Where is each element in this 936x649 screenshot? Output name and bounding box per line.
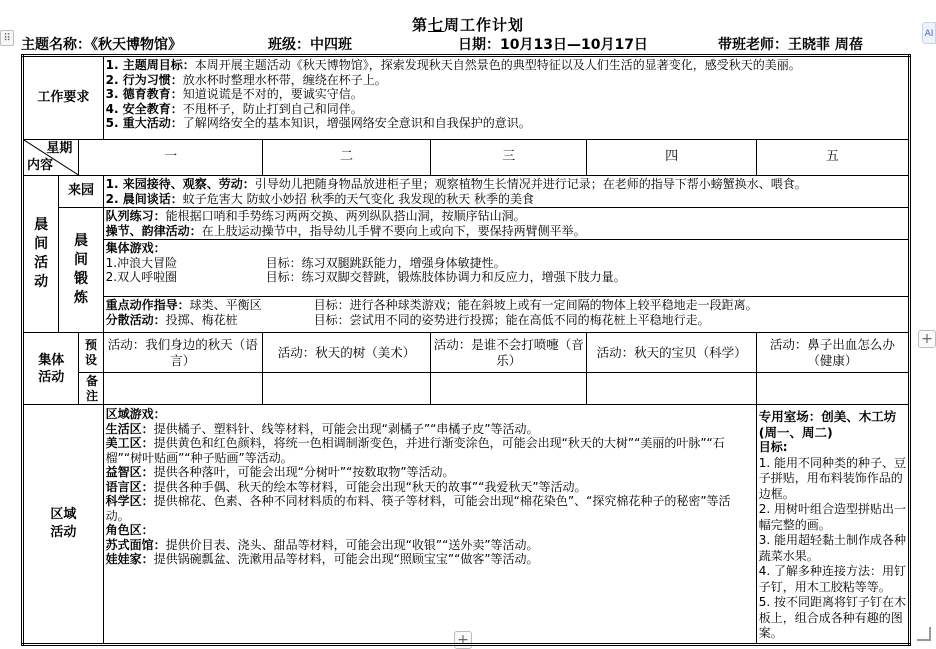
arrival-content[interactable]: 1. 来园接待、观察、劳动：引导幼儿把随身物品放进柜子里；观察植物生长情况并进行记录；在老师的指导下帮小螃蟹换水、喂食。 2. 晨间谈话：蚊子危害大 防蚊小妙招 秋季的天气变化 我发现的秋天 秋季的美食 [103,176,909,208]
area-activities-label: 区域活动 [23,405,104,645]
requirements-content[interactable] [103,56,909,140]
document-title [0,14,936,35]
class-name: 班级：中四班 [268,37,352,53]
requirement-item: 4. 安全教育：不甩杯子，防止打到自己和同伴。 [105,101,363,116]
note-monday[interactable] [103,373,262,405]
activity-friday[interactable]: 活动：鼻子出血怎么办（健康） [756,333,909,373]
weekly-plan-table [21,54,911,646]
activity-wednesday[interactable]: 活动：是谁不会打喷嚏（音乐） [431,333,587,373]
arrival-label: 来园 [59,176,103,208]
morning-exercise-label: 晨间锻炼 [59,208,103,333]
area-games-content[interactable]: 区域游戏： 生活区：提供橘子、塑料针、线等材料，可能会出现“剥橘子”“串橘子皮”等活动。 美工区：提供黄色和红色颜料，将统一色相调制渐变色，并进行渐变涂色，可能会出现“秋天的大树”“美丽的叶脉”“石榴”“树叶贴画”“种子贴画”等活动。 益智区：提供各种落叶，可能会出现“分树叶”“按数取物”等活动。 语言区：提供各种手偶、秋天的绘本等材料，可能会出现“秋天的故事”“我爱秋天”等活动。 科学区：提供棉花、色素、各种不同材料质的布料、筷子等材料，可能会出现“棉花染色”、“探究棉花种子的秘密”等活动。 角色区： 苏式面馆：提供价目表、浇头、甜品等材料，可能会出现“收银”“送外卖”等活动。 娃娃家：提供锅碗瓢盆、洗漱用品等材料，可能会出现“照顾宝宝”“做客”等活动。 [103,405,756,645]
activity-monday[interactable]: 活动：我们身边的秋天（语言） [103,333,262,373]
role-item: 娃娃家：提供锅碗瓢盆、洗漱用品等材料，可能会出现“照顾宝宝”“做客”等活动。 [105,552,539,566]
area-item: 科学区：提供棉花、色素、各种不同材料质的布料、筷子等材料，可能会出现“棉花染色”、“探究棉花种子的秘密”等活动。 [105,494,731,523]
ai-assistant-button[interactable]: AI [922,22,936,44]
theme-name: 主题名称：《秋天博物馆》 [21,37,182,53]
drag-handle-icon[interactable]: ⠿ [0,30,14,46]
requirements-label: 工作要求 [23,56,104,140]
requirement-item: 3. 德育教育：知道说谎是不对的，要诚实守信。 [105,87,363,101]
focus-scatter-content[interactable]: 重点动作指导：球类、平衡区 目标：进行各种球类游戏；能在斜坡上或有一定间隔的物体上较平稳地走一段距离。 分散活动：投掷、梅花桩 目标：尝试用不同的姿势进行投掷；能在高低不同的梅花桩上平稳地行走。 [103,297,909,333]
studio-content[interactable]: 专用室场：创美、木工坊(周一、周二) 目标: 1. 能用不同种类的种子、豆子拼贴，用布料装饰作品的边框。 2. 用树叶组合造型拼贴出一幅完整的画。 3. 能用超轻黏土制作成各种蔬菜水果。 4. 了解多种连接方法：用钉子钉，用木工胶粘等等。 5. 按不同距离将钉子钉在木板上，组合成各种有趣的图案。 [756,405,909,645]
note-label: 备注 [79,373,103,405]
day-friday: 五 [756,140,909,176]
week-header-label: 星期 [46,141,73,156]
requirement-item: 5. 重大活动：了解网络安全的基本知识，增强网络安全意识和自我保护的意识。 [105,116,531,130]
note-thursday[interactable] [587,373,756,405]
day-thursday: 四 [587,140,756,176]
area-item: 语言区：提供各种手偶、秋天的绘本等材料，可能会出现“秋天的故事”“我爱秋天”等活动。 [105,479,587,494]
activity-tuesday[interactable]: 活动：秋天的树（美术） [262,333,430,373]
add-column-button[interactable]: + [918,330,936,348]
area-item: 美工区：提供黄色和红色颜料，将统一色相调制渐变色，并进行渐变涂色，可能会出现“秋天的大树”“美丽的叶脉”“石榴”“树叶贴画”“种子贴画”等活动。 [105,436,725,465]
title-suffix: 周工作计划 [444,16,525,34]
drill-content[interactable]: 队列练习：能根据口哨和手势练习两两交换、两列纵队搭山洞，按顺序钻山洞。 操节、韵律活动：在上肢运动操节中，指导幼儿手臂不要向上或向下，要保持两臂侧平举。 [103,208,909,240]
resize-corner-icon[interactable] [917,627,931,641]
week-number: 七 [427,16,444,34]
header-diagonal-cell [23,140,79,176]
note-friday[interactable] [756,373,909,405]
teachers: 带班老师：王晓菲 周蓓 [718,37,863,53]
content-header-label: 内容 [27,157,54,173]
group-activities-label: 集体活动 [23,333,79,405]
day-wednesday: 三 [431,140,587,176]
note-tuesday[interactable] [262,373,430,405]
group-games-content[interactable]: 集体游戏： 1.冲浪大冒险 目标：练习双腿跳跃能力，增强身体敏捷性。 2.双人呼啦圈 目标：练习双脚交替跳，锻炼肢体协调力和反应力，增强下肢力量。 [103,240,909,297]
add-row-button[interactable]: + [454,631,472,649]
morning-activities-label: 晨间活动 [23,176,59,333]
requirement-item: 2. 行为习惯：放水杯时整理水杯带，缠绕在杯子上。 [105,72,387,87]
area-item: 生活区：提供橘子、塑料针、线等材料，可能会出现“剥橘子”“串橘子皮”等活动。 [105,421,539,436]
date-range: 日期：10月13日—10月17日 [458,37,648,53]
area-item: 益智区：提供各种落叶，可能会出现“分树叶”“按数取物”等活动。 [105,465,455,479]
role-item: 苏式面馆：提供价目表、浇头、甜品等材料，可能会出现“收银”“送外卖”等活动。 [105,537,539,552]
preset-label: 预设 [79,333,103,373]
activity-thursday[interactable]: 活动：秋天的宝贝（科学） [587,333,756,373]
day-tuesday: 二 [262,140,430,176]
note-wednesday[interactable] [431,373,587,405]
day-monday: 一 [79,140,262,176]
title-prefix: 第 [411,16,428,34]
requirement-item: 1. 主题周目标：本周开展主题活动《秋天博物馆》，探索发现秋天自然景色的典型特征以及人们生活的显著变化，感受秋天的美丽。 [105,58,801,72]
